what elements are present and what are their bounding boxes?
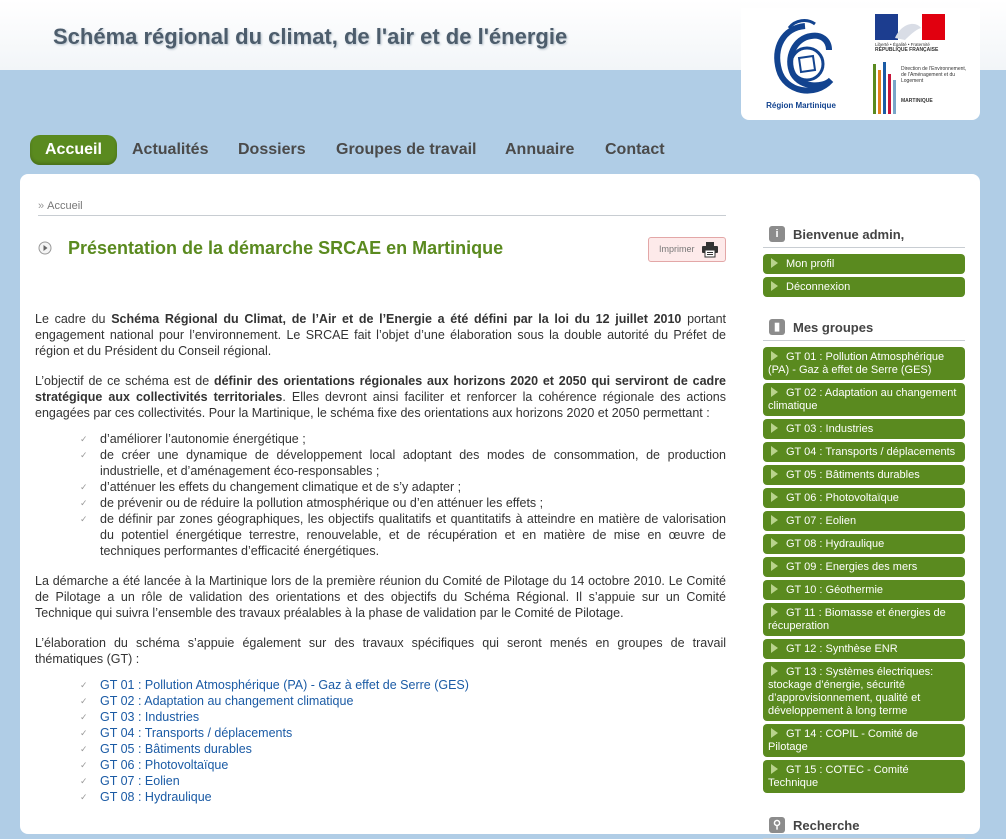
- nav-item-contact[interactable]: Contact: [605, 141, 665, 158]
- list-item: ✓ d’améliorer l’autonomie énergétique ;: [80, 432, 306, 446]
- working-groups-paragraph: L’élaboration du schéma s’appuie également sur des travaux spécifiques qui seront menés en groupes de travail thématiques (GT) :: [35, 636, 726, 666]
- list-item: [75, 789, 726, 805]
- sidebar: [763, 224, 965, 839]
- welcome-header: [763, 224, 965, 248]
- deal-region: MARTINIQUE: [901, 98, 933, 104]
- group-link[interactable]: GT 04 : Transports / déplacements: [763, 442, 965, 462]
- list-item: [75, 709, 726, 725]
- site-title: Schéma régional du climat, de l'air et de l'énergie: [53, 24, 568, 49]
- groups-header: [763, 317, 965, 341]
- triangle-right-icon: [771, 469, 778, 479]
- list-item: [75, 773, 726, 789]
- triangle-right-icon: [771, 728, 778, 738]
- group-link[interactable]: GT 01 : Pollution Atmosphérique (PA) - Gaz à effet de Serre (GES): [763, 347, 965, 380]
- partner-logos: [741, 8, 980, 120]
- triangle-right-icon: [771, 584, 778, 594]
- triangle-right-icon: [771, 764, 778, 774]
- list-item: ✓ de définir par zones géographiques, les objectifs qualitatifs et quantitatifs à atteindre en matière de valorisation du potentiel énergétique terrestre, renouvelable, et de récupération et en matière de mise en œuvre de techniques performantes d’efficacité énergétiques.: [80, 512, 726, 558]
- triangle-right-icon: [771, 387, 778, 397]
- nav-item-annuaire[interactable]: Annuaire: [505, 141, 575, 158]
- list-item: [75, 677, 726, 693]
- group-link[interactable]: GT 15 : COTEC - Comité Technique: [763, 760, 965, 793]
- gt-link[interactable]: GT 06 : Photovoltaïque: [100, 758, 229, 772]
- welcome-title: Bienvenue admin,: [793, 227, 905, 242]
- objectives-list: [75, 431, 726, 559]
- working-groups-list: [75, 677, 726, 805]
- triangle-right-icon: [771, 538, 778, 548]
- triangle-right-icon: [771, 446, 778, 456]
- check-icon: ✓: [80, 434, 88, 444]
- group-link[interactable]: GT 10 : Géothermie: [763, 580, 965, 600]
- gt-link[interactable]: GT 04 : Transports / déplacements: [100, 726, 293, 740]
- launch-paragraph: La démarche a été lancée à la Martinique lors de la première réunion du Comité de Pilotage du 14 octobre 2010. Le Comité de Pilotage a un rôle de validation des orientations et des objectifs du Schéma Régional. Il s’appuie sur un Comité Technique qui suivra l’ensemble des travaux préalables à la phase de validation par le Comité de Pilotage.: [35, 574, 726, 620]
- rf-motto: Liberté • Égalité • Fraternité: [875, 42, 930, 47]
- check-icon: ✓: [80, 482, 88, 492]
- list-item: [75, 757, 726, 773]
- nav-item-accueil[interactable]: Accueil: [30, 135, 117, 165]
- rf-name: RÉPUBLIQUE FRANÇAISE: [875, 47, 939, 53]
- content-panel: [20, 174, 980, 834]
- bookmark-icon: ▮: [769, 319, 785, 335]
- triangle-right-icon: [771, 643, 778, 653]
- search-header: [763, 815, 965, 839]
- groups-title: Mes groupes: [793, 320, 874, 335]
- print-button[interactable]: [648, 237, 726, 262]
- triangle-right-icon: [771, 258, 778, 268]
- check-icon: ✓: [80, 696, 88, 706]
- nav-item-actualites[interactable]: Actualités: [132, 141, 209, 158]
- gt-link[interactable]: GT 05 : Bâtiments durables: [100, 742, 252, 756]
- list-item: [75, 693, 726, 709]
- info-icon: i: [769, 226, 785, 242]
- deal-name: Direction de l'Environnement, de l'Aménagement et du Logement: [901, 66, 967, 84]
- search-icon: ⚲: [769, 817, 785, 833]
- group-link[interactable]: GT 13 : Systèmes électriques: stockage d’énergie, sécurité d’approvisionnement, qualité et développement à long terme: [763, 662, 965, 721]
- printer-icon: [702, 242, 718, 257]
- group-link[interactable]: GT 12 : Synthèse ENR: [763, 639, 965, 659]
- my-profile-link[interactable]: Mon profil: [763, 254, 965, 274]
- triangle-right-icon: [771, 423, 778, 433]
- group-link[interactable]: GT 07 : Eolien: [763, 511, 965, 531]
- print-label: Imprimer: [659, 244, 695, 254]
- check-icon: ✓: [80, 728, 88, 738]
- triangle-right-icon: [771, 561, 778, 571]
- search-title: Recherche: [793, 818, 860, 833]
- rf-caption: [875, 42, 955, 53]
- group-link[interactable]: GT 08 : Hydraulique: [763, 534, 965, 554]
- check-icon: ✓: [80, 450, 88, 460]
- triangle-right-icon: [771, 281, 778, 291]
- intro-paragraph: Le cadre du Schéma Régional du Climat, de l’Air et de l’Energie a été défini par la loi du 12 juillet 2010 portant engagement national pour l’environnement. Le SRCAE fait l’objet d’une élaboration sous la double autorité du Préfet de région et du Président du Conseil régional.: [35, 312, 727, 358]
- group-link[interactable]: GT 14 : COPIL - Comité de Pilotage: [763, 724, 965, 757]
- gt-link[interactable]: GT 03 : Industries: [100, 710, 200, 724]
- user-links: [763, 254, 965, 297]
- check-icon: ✓: [80, 498, 88, 508]
- list-item: ✓ de prévenir ou de réduire la pollution atmosphérique ou d’en atténuer les effets ;: [80, 496, 544, 510]
- check-icon: ✓: [80, 514, 88, 524]
- breadcrumb: [38, 200, 726, 216]
- check-icon: ✓: [80, 712, 88, 722]
- gt-link[interactable]: GT 02 : Adaptation au changement climatique: [100, 694, 354, 708]
- deal-caption: [901, 66, 971, 104]
- article-body: [35, 311, 726, 819]
- breadcrumb-current[interactable]: Accueil: [47, 200, 83, 212]
- region-logo-name: Région Martinique: [766, 101, 836, 110]
- logout-link[interactable]: Déconnexion: [763, 277, 965, 297]
- triangle-right-icon: [771, 666, 778, 676]
- triangle-right-icon: [771, 607, 778, 617]
- list-item: [75, 725, 726, 741]
- group-link[interactable]: GT 11 : Biomasse et énergies de récuperation: [763, 603, 965, 636]
- breadcrumb-separator: »: [38, 200, 45, 212]
- group-link[interactable]: GT 02 : Adaptation au changement climatique: [763, 383, 965, 416]
- triangle-right-icon: [771, 515, 778, 525]
- check-icon: ✓: [80, 744, 88, 754]
- objective-paragraph: L’objectif de ce schéma est de définir des orientations régionales aux horizons 2020 et 2050 qui serviront de cadre stratégique aux collectivités territoriales. Elles devront ainsi faciliter et renforcer la cohérence régionale des actions engagées par ces collectivités. Pour la Martinique, le schéma fixe des orientations aux horizons 2020 et 2050 permettant :: [35, 374, 727, 420]
- check-icon: ✓: [80, 776, 88, 786]
- gt-link[interactable]: GT 01 : Pollution Atmosphérique (PA) - Gaz à effet de Serre (GES): [100, 678, 469, 692]
- nav-item-dossiers[interactable]: Dossiers: [238, 141, 306, 158]
- list-item: ✓ d’atténuer les effets du changement climatique et de s’y adapter ;: [80, 480, 462, 494]
- groups-list: [763, 347, 965, 793]
- article-title: Présentation de la démarche SRCAE en Martinique: [68, 238, 504, 258]
- list-item: [75, 741, 726, 757]
- nav-item-groupes-de-travail[interactable]: Groupes de travail: [336, 141, 477, 158]
- play-circle-icon: [38, 241, 52, 255]
- triangle-right-icon: [771, 351, 778, 361]
- group-link[interactable]: GT 06 : Photovoltaïque: [763, 488, 965, 508]
- group-link[interactable]: GT 05 : Bâtiments durables: [763, 465, 965, 485]
- republique-francaise-logo[interactable]: [875, 14, 945, 60]
- check-icon: ✓: [80, 680, 88, 690]
- group-link[interactable]: GT 03 : Industries: [763, 419, 965, 439]
- check-icon: ✓: [80, 760, 88, 770]
- list-item: ✓ de créer une dynamique de développement local adoptant des modes de consommation, de production industrielle, et d’aménagement éco-responsables ;: [80, 448, 726, 478]
- gt-link[interactable]: GT 08 : Hydraulique: [100, 790, 212, 804]
- triangle-right-icon: [771, 492, 778, 502]
- check-icon: ✓: [80, 792, 88, 802]
- group-link[interactable]: GT 09 : Energies des mers: [763, 557, 965, 577]
- gt-link[interactable]: GT 07 : Eolien: [100, 774, 180, 788]
